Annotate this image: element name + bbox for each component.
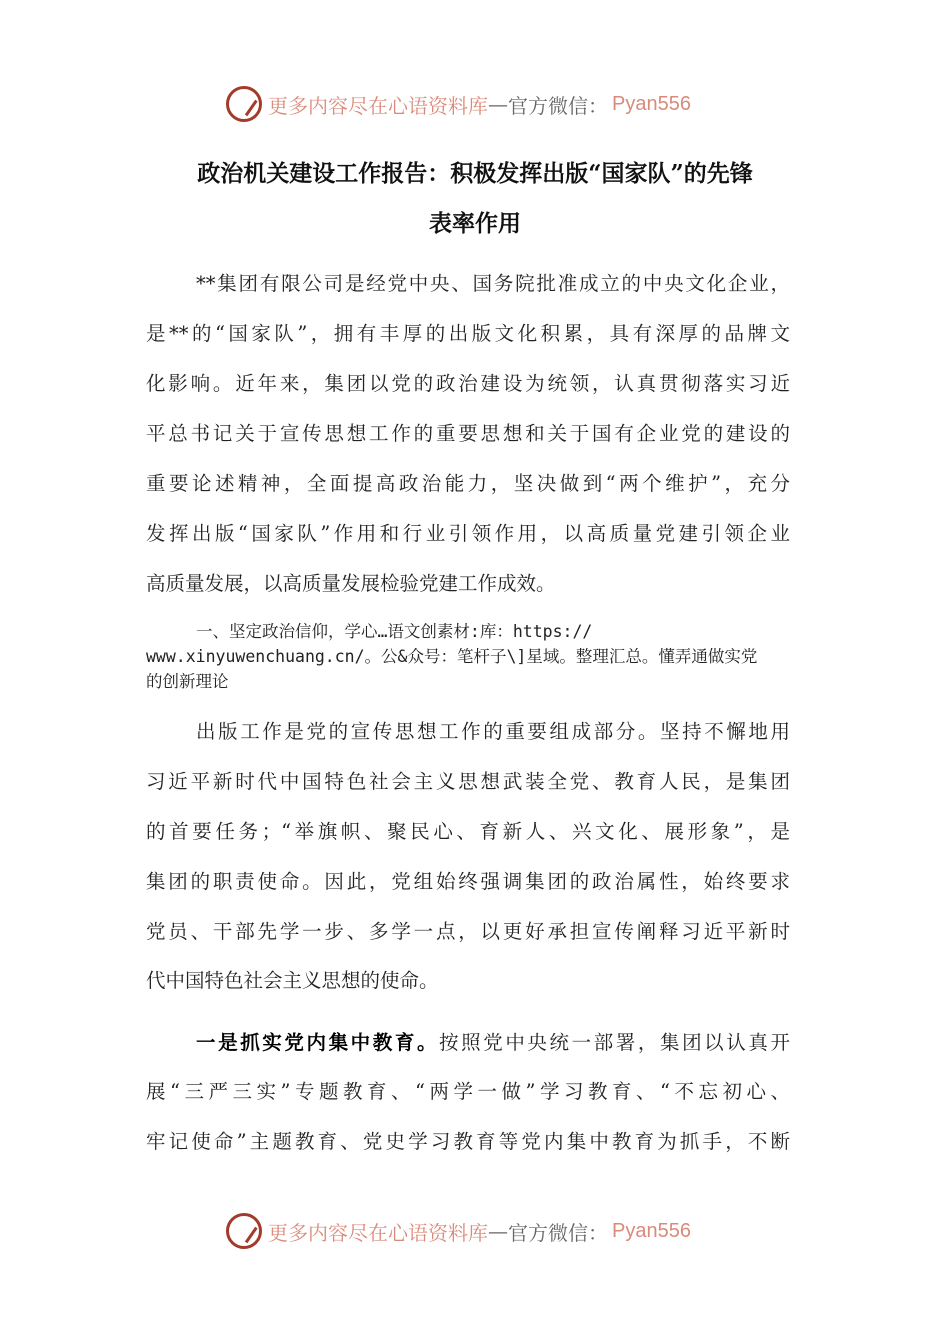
section-heading-line: 的创新理论 [146,672,229,691]
banner-dash: — [488,1219,508,1243]
para1-line: 平总书记关于宣传思想工作的重要思想和关于国有企业党的建设的 [146,422,790,445]
para1-line: 重要论述精神，全面提高政治能力，坚决做到“两个维护”，充分 [146,472,790,495]
para3-line: 牢记使命”主题教育、党史学习教育等党内集中教育为抓手，不断 [146,1130,790,1153]
para1-line: 是**的“国家队”，拥有丰厚的出版文化积累，具有深厚的品牌文 [146,322,790,345]
para3-line [196,1027,790,1055]
para2-line: 党员、干部先学一步、多学一点，以更好承担宣传阐释习近平新时 [146,920,790,943]
banner-wechat-id: Pyan556 [612,1219,691,1242]
para3-line: 展“三严三实”专题教育、“两学一做”学习教育、“不忘初心、 [146,1080,790,1103]
para3-text: 按照党中央统一部署，集团以认真开 [439,1031,790,1054]
para2-line: 代中国特色社会主义思想的使命。 [146,969,439,992]
banner-wechat-label: 官方微信： [508,93,608,118]
banner-text: 更多内容尽在心语资料库 [268,1220,488,1245]
banner-text: 更多内容尽在心语资料库 [268,93,488,118]
para1-line: 高质量发展，以高质量发展检验党建工作成效。 [146,572,556,595]
document-title-line-2: 表率作用 [429,210,521,237]
footer-banner [226,1211,726,1251]
para2-line: 集团的职责使命。因此，党组始终强调集团的政治属性，始终要求 [146,870,790,893]
para1-line: **集团有限公司是经党中央、国务院批准成立的中央文化企业， [196,272,790,295]
section-heading-line: 一、坚定政治信仰，学心…语文创素材:库：https:// [196,622,593,641]
para2-line: 的首要任务；“举旗帜、聚民心、育新人、兴文化、展形象”，是 [146,820,790,843]
banner-dash: — [488,92,508,116]
pen-logo-icon [226,86,262,122]
section-heading-line: www.xinyuwenchuang.cn/。公&众号：笔杆子\]星域。整理汇总。懂弄通做实党 [146,647,758,666]
para1-line: 化影响。近年来，集团以党的政治建设为统领，认真贯彻落实习近 [146,372,790,395]
para2-line: 习近平新时代中国特色社会主义思想武装全党、教育人民，是集团 [146,770,790,793]
pen-logo-icon [226,1213,262,1249]
document-title-line-1: 政治机关建设工作报告：积极发挥出版“国家队”的先锋 [197,160,753,187]
banner-wechat-id: Pyan556 [612,92,691,115]
para3-bold-lead: 一是抓实党内集中教育。 [196,1031,440,1054]
banner-wechat-label: 官方微信： [508,1220,608,1245]
para1-line: 发挥出版“国家队”作用和行业引领作用，以高质量党建引领企业 [146,522,790,545]
para2-line: 出版工作是党的宣传思想工作的重要组成部分。坚持不懈地用 [196,720,790,743]
header-banner [226,84,726,124]
